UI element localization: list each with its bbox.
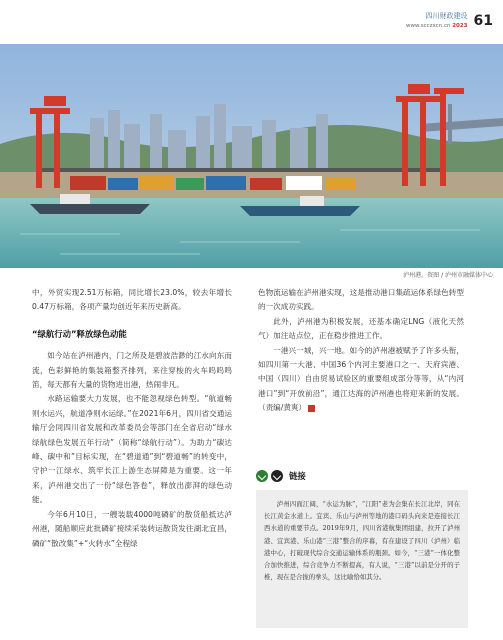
- masthead: [406, 11, 468, 31]
- left-paragraph-3: 水路运输要大力发展，也不能忽视绿色转型。“航道畅则水运兴，航道净则水运绿。”在2021年6月，四川省交通运输厅会同四川省发展和改革委员会等部门在全省启动“绿水绿航绿色发展五年行动”（简称“绿航行动”）。为助力“碳达峰、碳中和”目标实现，在“碧道通”到“碧道畅”的转变中，守护一江绿水、筑牢长江上游生态屏障是为重要。这一年来，泸州港交出了一份“绿色答卷”，释放出澎湃的绿色动能。: [32, 394, 232, 505]
- end-mark-icon: [308, 405, 315, 412]
- link-icon-secondary: [271, 470, 283, 482]
- link-body: [256, 490, 468, 628]
- magazine-url: [406, 21, 468, 31]
- right-paragraph-2: 此外，泸州港为积极发展，还基本确定LNG（液化天然气）加注站点位，正在稳步推进工作。: [258, 316, 464, 341]
- link-label: 链接: [289, 471, 306, 481]
- page-number: 61: [473, 13, 493, 29]
- url-prefix: www.scczxcn.cn: [405, 23, 451, 29]
- link-icon: [256, 470, 268, 482]
- magazine-name: 四川财政建设: [425, 12, 468, 20]
- port-photo: [0, 44, 503, 268]
- photo-caption: 泸州港。资图 / 泸州市融媒体中心: [403, 272, 493, 279]
- right-paragraph-1: 色物流运输在泸州港实现，这是推动港口集疏运体系绿色转型的一次成功实践。: [258, 288, 464, 312]
- link-sidebar: [256, 468, 468, 630]
- left-paragraph-2: 如今站在泸州港内，门之所及是碧波浩渺的江水向东而流，色彩鲜艳的集装箱整齐排列，来往穿梭的火车呜呜鸣笛，每天都有大量的货物进出港，热闹非凡。: [32, 351, 232, 390]
- issue-year: 2023: [452, 23, 468, 29]
- left-column: [32, 286, 232, 551]
- section-title: “绿航行动”释放绿色动能: [32, 328, 127, 339]
- right-paragraph-3: [258, 344, 464, 416]
- right-column: [258, 286, 464, 416]
- left-paragraph-1: 中，外贸实现2.51万标箱，同比增长23.0%，较去年增长0.47万标箱，各项产量均创近年来历史新高。: [32, 288, 232, 312]
- right-paragraph-3-text: 一港兴一城，兴一地。如今的泸州港被赋予了许多头衔，如四川第一大港、中国36个内河主要港口之一、天府宾港、中国（四川）自由贸易试验区的重要组成部分等等，从“内河港口”到“开放前沿”，通江达海的泸州港也将迎来新的发展。（责编/黄爽）: [258, 345, 464, 413]
- link-header: [256, 468, 468, 484]
- link-text: 泸州四面江阔，“水运为脉”，“江阳”老为会集在长江北岸，同在长江黄金水道上。宜宾、乐山与泸州等地的港口码头向来是连接长江西水道的重要节点。2019年9月，四川省港航集团组建，拉开了泸州港、宜宾港、乐山港“三港”整合的序幕，有在建设了四川（泸州）临港中心，打破现代综合交通运输体系的瓶颈。如今，“三港”一体化整合加快推进，综合竞争力不断提高，有人说，“三港”以前是分开的子椎，现在是合拢的拳头，这比喻恰如其分。: [264, 500, 460, 582]
- left-paragraph-4: 今年6月10日，一艘装载4000吨磷矿的散货船抵达泸州港，随船顺应此批磷矿接续采装转运散货发往湖北宜昌，磷矿“散改集”+“火转水”全程绿: [32, 509, 232, 548]
- page-header: [406, 8, 493, 34]
